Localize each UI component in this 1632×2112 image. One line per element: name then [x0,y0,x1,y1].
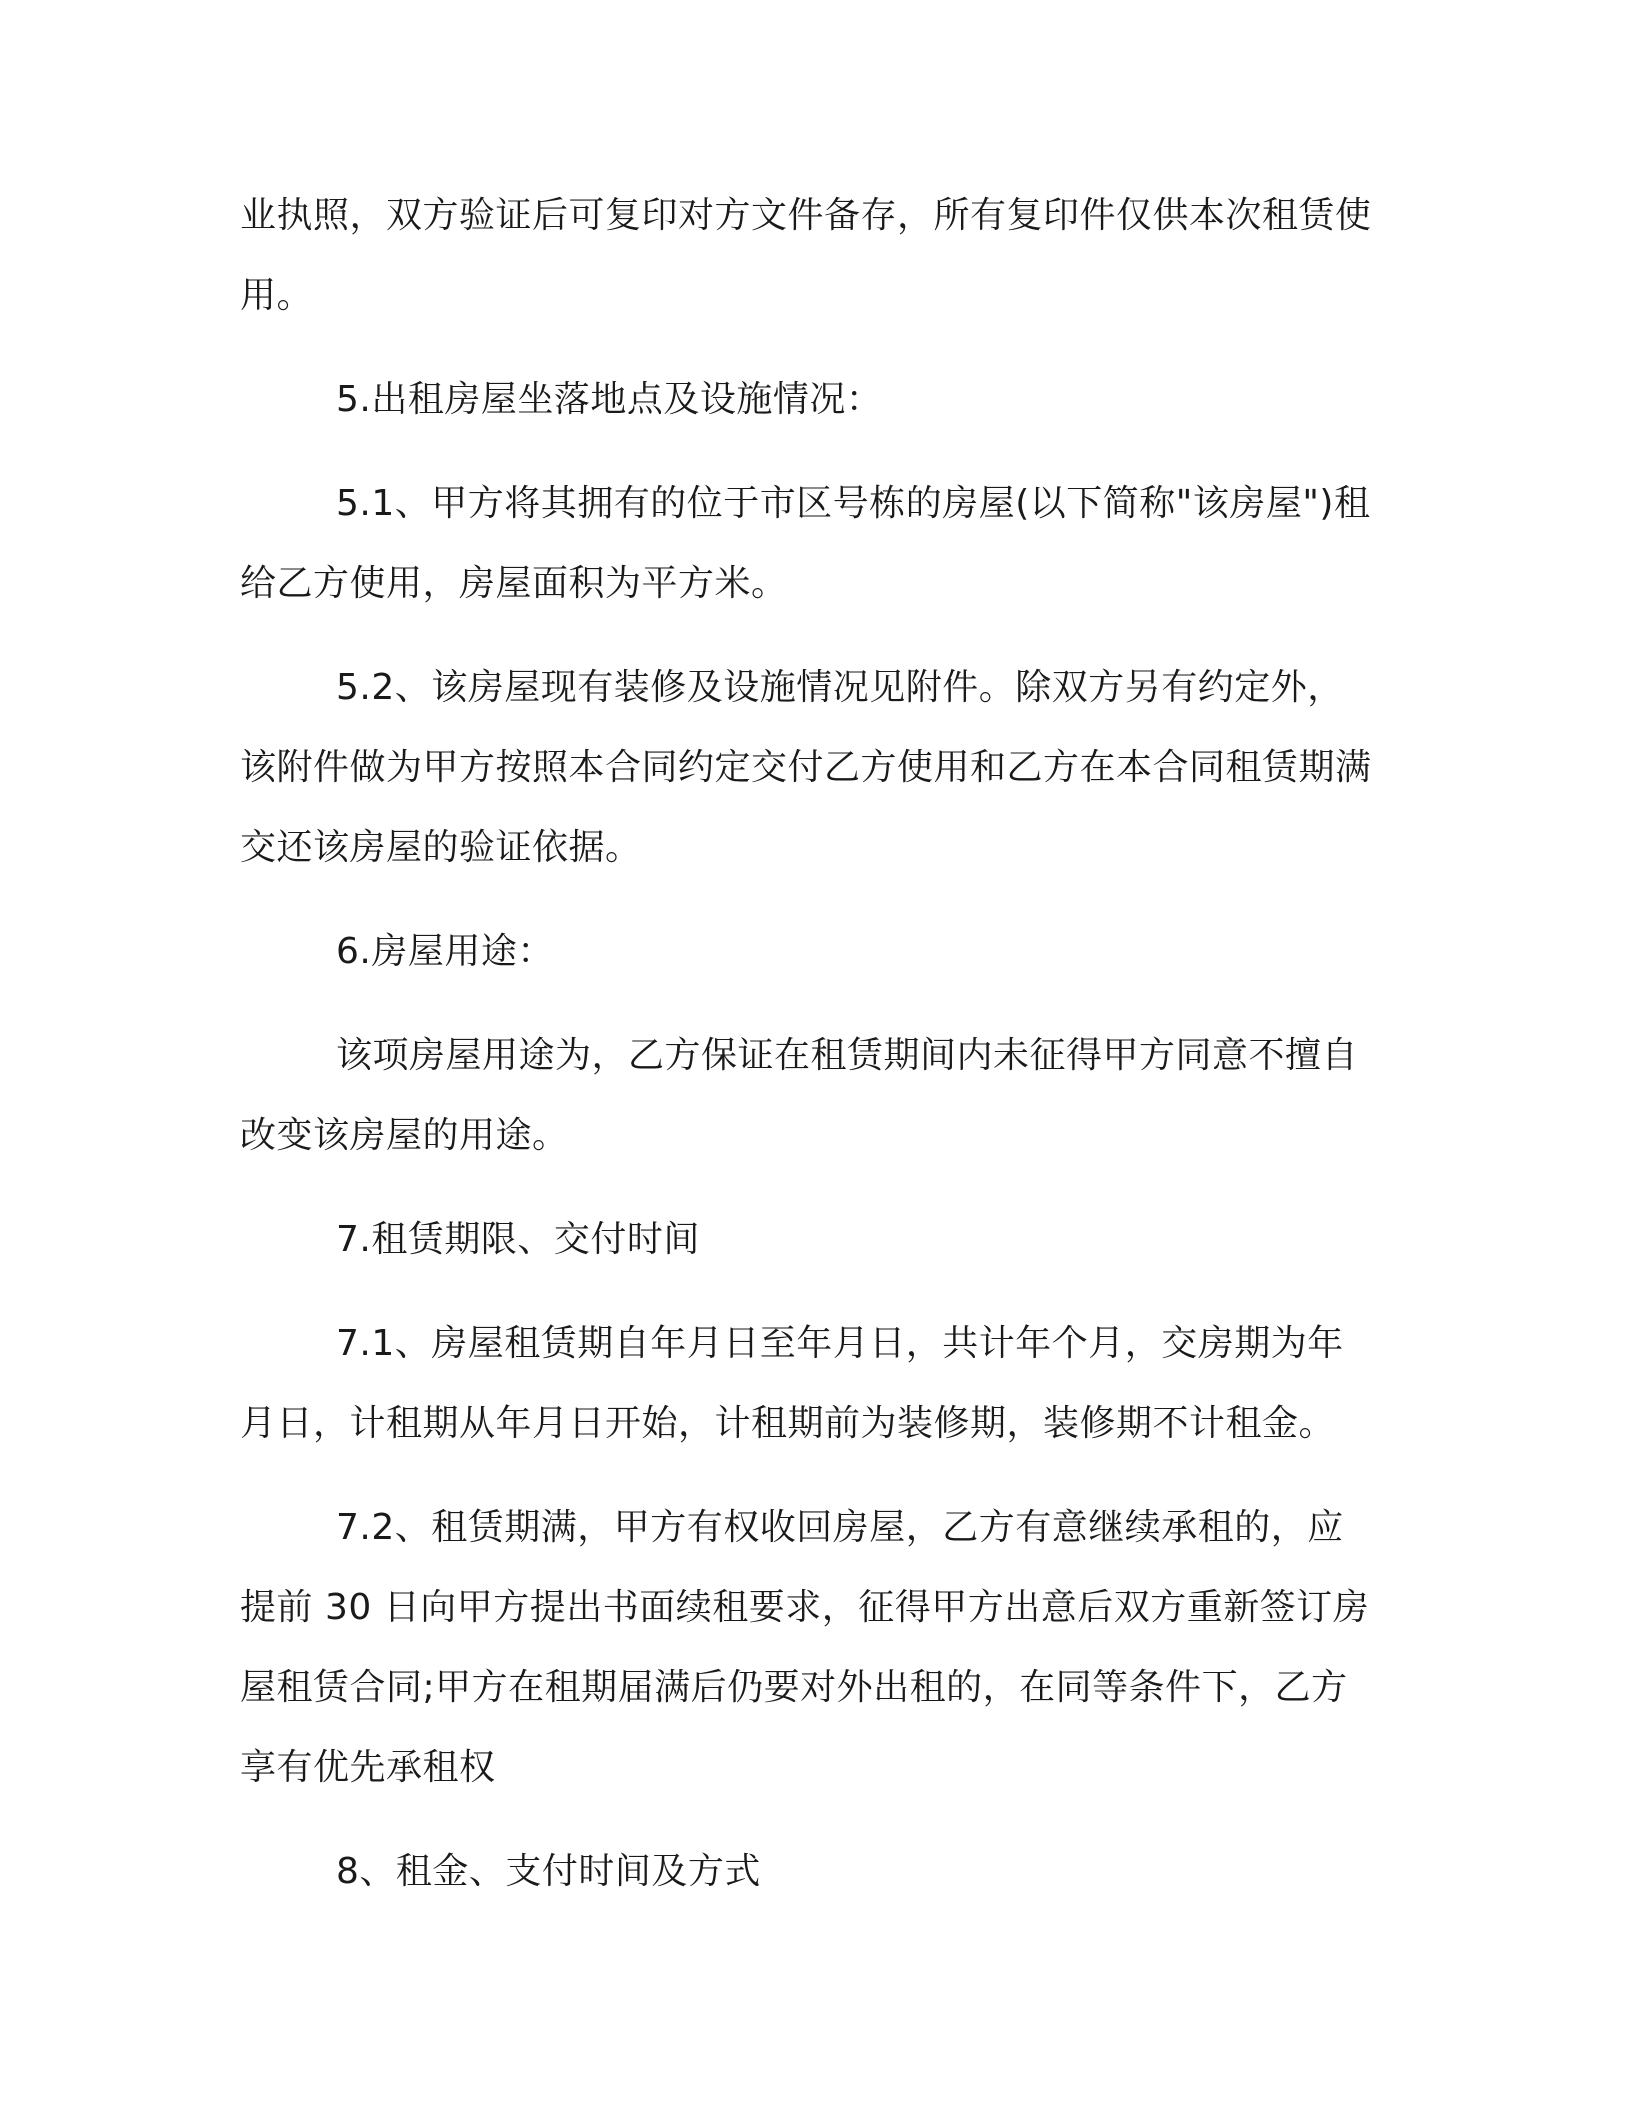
paragraph-7-1: 7.1、房屋租赁期自年月日至年月日，共计年个月，交房期为年月日，计租期从年月日开始，计租期前为装修期，装修期不计租金。 [240,1323,1344,1444]
paragraph-6-usage: 该项房屋用途为，乙方保证在租赁期间内未征得甲方同意不擅自改变该房屋的用途。 [240,1035,1359,1156]
heading-section-8: 8、租金、支付时间及方式 [336,1851,761,1892]
document-body [240,176,1380,1936]
heading-section-5: 5.出租房屋坐落地点及设施情况： [336,379,883,420]
paragraph-business-license-continuation: 业执照，双方验证后可复印对方文件备存，所有复印件仅供本次租赁使用。 [240,195,1372,316]
paragraph-7-2: 7.2、租赁期满，甲方有权收回房屋，乙方有意继续承租的，应提前 30 日向甲方提出书面续租要求，征得甲方出意后双方重新签订房屋租赁合同;甲方在租期届满后仍要对外出租的，在同等条件下，乙方享有优先承租权 [240,1507,1370,1788]
paragraph-5-1: 5.1、甲方将其拥有的位于市区号栋的房屋(以下简称"该房屋")租给乙方使用，房屋面积为平方米。 [240,483,1371,604]
paragraph-5-2: 5.2、该房屋现有装修及设施情况见附件。除双方另有约定外，该附件做为甲方按照本合同约定交付乙方使用和乙方在本合同租赁期满交还该房屋的验证依据。 [240,667,1372,868]
heading-section-7: 7.租赁期限、交付时间 [336,1219,700,1260]
heading-section-6: 6.房屋用途： [336,931,554,972]
